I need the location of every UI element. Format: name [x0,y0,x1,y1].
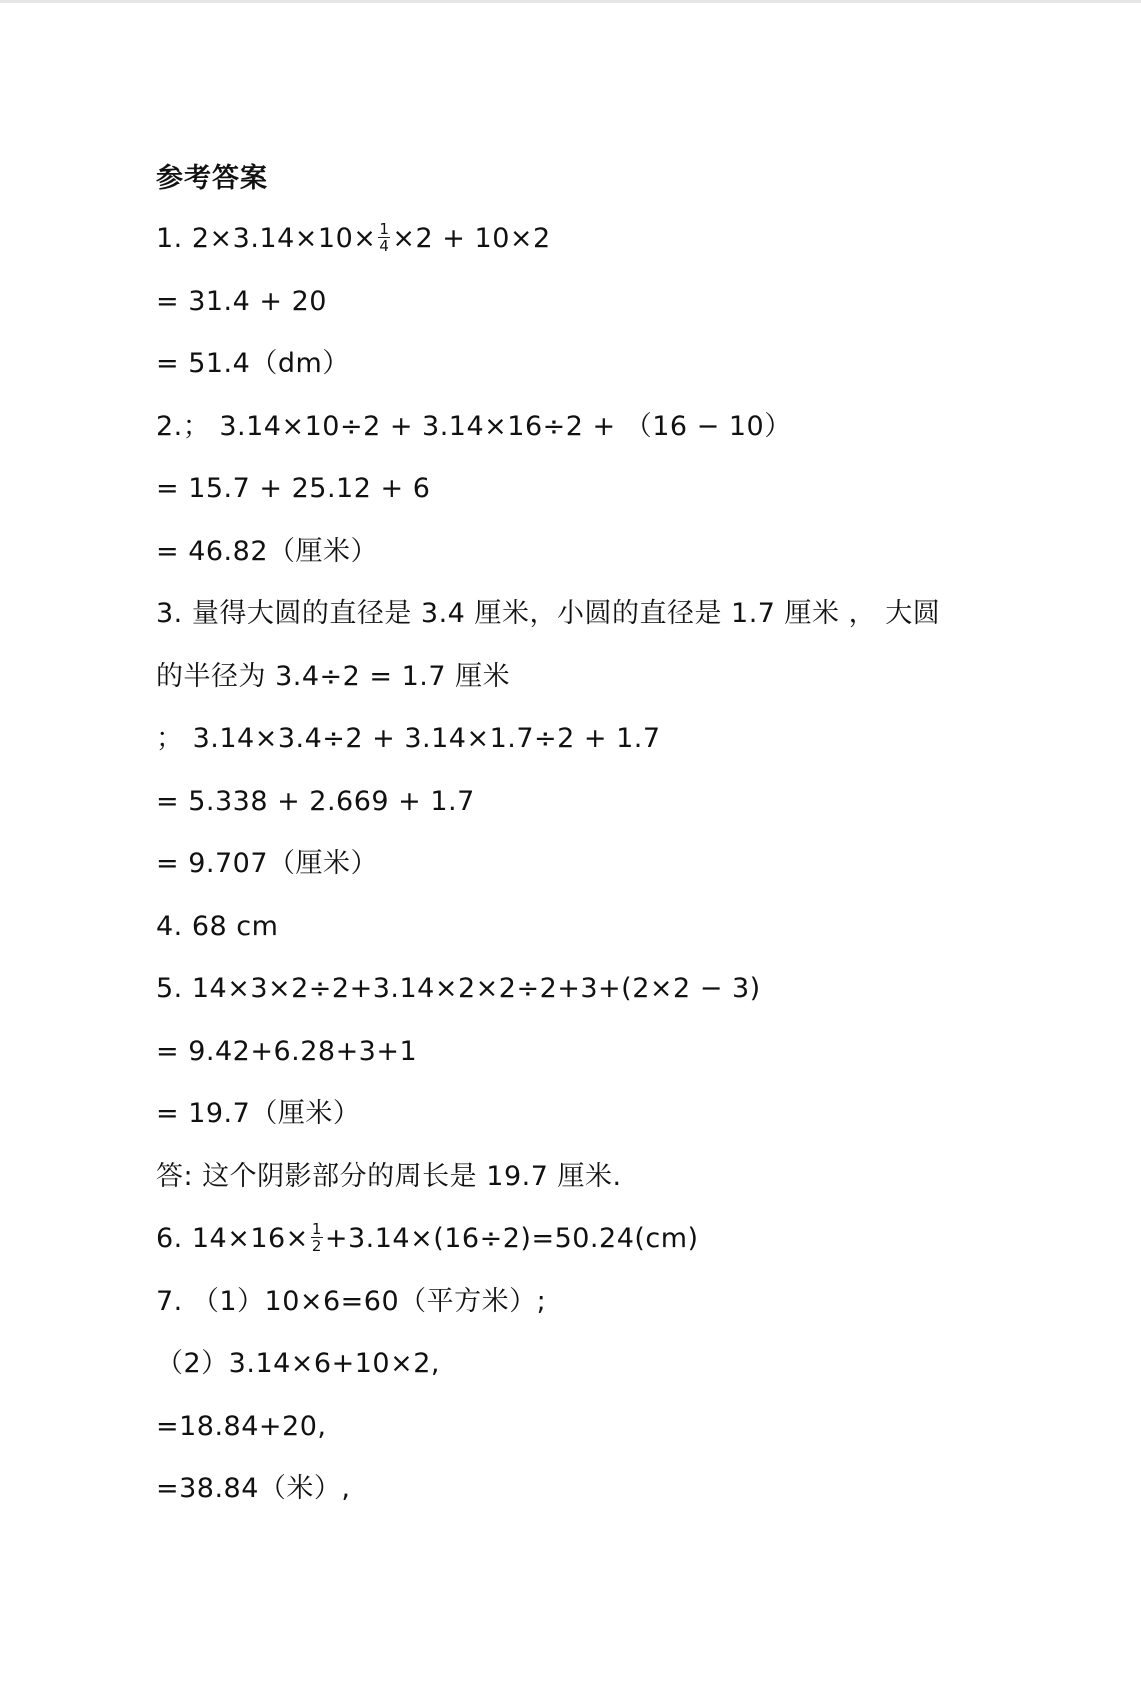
fraction-denominator: 4 [379,237,390,255]
answer-1-expression-end: ×2 + 10×2 [392,223,551,254]
answer-3-line-3: ； 3.14×3.4÷2 + 3.14×1.7÷2 + 1.7 [156,723,661,754]
answer-2-line-2: = 15.7 + 25.12 + 6 [156,473,431,504]
answer-5-line-2: = 9.42+6.28+3+1 [156,1035,418,1067]
fraction-numerator: 1 [379,220,390,238]
answer-7-line-4: =38.84（米）, [156,1473,351,1504]
answer-1-line-1 [156,208,1056,271]
answer-1-line-2: = 31.4 + 20 [156,285,327,317]
answer-3-line-1: 3. 量得大圆的直径是 3.4 厘米，小圆的直径是 1.7 厘米 ， 大圆 [156,598,941,629]
answer-6-expression-end: +3.14×(16÷2)=50.24(cm) [324,1223,699,1254]
answer-5-line-1: 5. 14×3×2÷2+3.14×2×2÷2+3+(2×2 − 3) [156,973,761,1004]
page-title: 参考答案 [156,163,268,194]
answer-7-line-3: =18.84+20, [156,1410,327,1442]
answer-7-line-2: （2）3.14×6+10×2, [156,1348,440,1379]
answer-1-line-3: = 51.4（dm） [156,348,350,379]
answer-6-line-1 [156,1208,1056,1271]
answer-7-line-1: 7. （1）10×6=60（平方米）; [156,1285,547,1317]
answer-3-line-4: = 5.338 + 2.669 + 1.7 [156,785,475,817]
answer-6-expression-start: 6. 14×16× [156,1223,309,1254]
fraction-denominator: 2 [311,1237,322,1255]
fraction-one-quarter [378,221,390,254]
answer-5-conclusion: 答: 这个阴影部分的周长是 19.7 厘米. [156,1160,622,1192]
top-border [0,0,1141,3]
answer-2-line-1: 2.； 3.14×10÷2 + 3.14×16÷2 + （16 − 10） [156,410,792,442]
answer-3-line-2: 的半径为 3.4÷2 = 1.7 厘米 [156,660,511,692]
answer-4-line-1: 4. 68 cm [156,910,279,942]
answer-1-expression-start: 1. 2×3.14×10× [156,223,377,254]
fraction-numerator: 1 [311,1220,322,1238]
answer-2-line-3: = 46.82（厘米） [156,535,379,567]
answer-3-line-5: = 9.707（厘米） [156,848,379,879]
answer-5-line-3: = 19.7（厘米） [156,1098,361,1129]
fraction-one-half [311,1221,323,1254]
answer-document [156,150,1056,1521]
